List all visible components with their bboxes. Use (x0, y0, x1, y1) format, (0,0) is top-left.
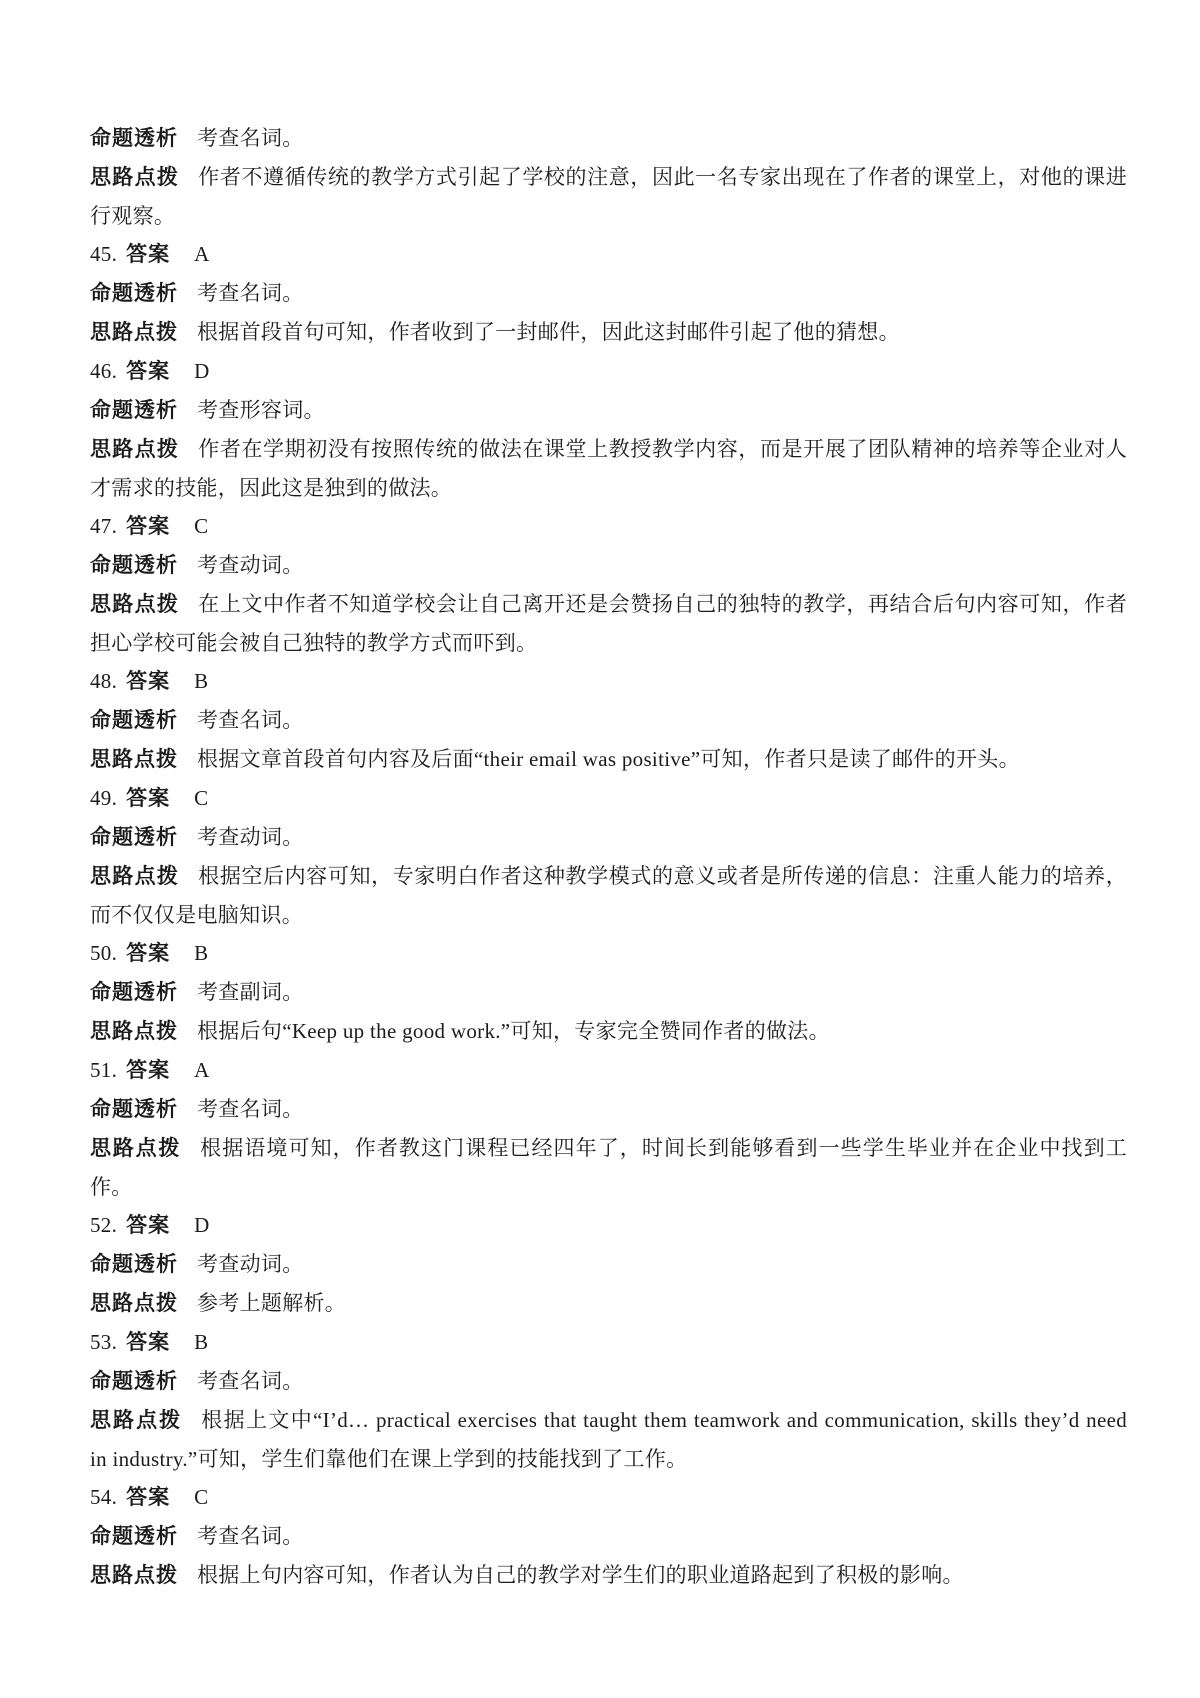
explanation-paragraph (90, 391, 1127, 430)
question-number: 53. (90, 1330, 118, 1354)
question-number: 49. (90, 786, 118, 810)
section-text: 考查动词。 (197, 553, 304, 577)
section-label: 命题透析 (90, 282, 178, 305)
answer-line (90, 779, 1127, 818)
answer-line (90, 1323, 1127, 1362)
answer-label: 答案 (126, 1214, 171, 1237)
question-number: 50. (90, 941, 118, 965)
answer-value: B (194, 941, 209, 965)
section-text: 考查名词。 (197, 1097, 304, 1121)
answer-label: 答案 (126, 787, 171, 810)
section-text: 在上文中作者不知道学校会让自己离开还是会赞扬自己的独特的教学，再结合后句内容可知，作者担心学校可能会被自己独特的教学方式而吓到。 (90, 592, 1127, 655)
section-text: 根据空后内容可知，专家明白作者这种教学模式的意义或者是所传递的信息：注重人能力的培养，而不仅仅是电脑知识。 (90, 864, 1127, 927)
answer-line (90, 235, 1127, 274)
answer-label: 答案 (126, 670, 171, 693)
answer-line (90, 352, 1127, 391)
answer-value: B (194, 1330, 209, 1354)
question-item (90, 352, 1127, 507)
section-text: 作者不遵循传统的教学方式引起了学校的注意，因此一名专家出现在了作者的课堂上，对他的课进行观察。 (90, 165, 1127, 228)
answer-line (90, 662, 1127, 701)
section-text: 作者在学期初没有按照传统的做法在课堂上教授教学内容，而是开展了团队精神的培养等企业对人才需求的技能，因此这是独到的做法。 (90, 437, 1127, 500)
answer-line (90, 1051, 1127, 1090)
section-label: 思路点拨 (90, 593, 180, 616)
explanation-paragraph (90, 701, 1127, 740)
section-text: 根据首段首句可知，作者收到了一封邮件，因此这封邮件引起了他的猜想。 (197, 320, 900, 344)
section-label: 命题透析 (90, 1370, 178, 1393)
answer-label: 答案 (126, 1059, 171, 1082)
section-text: 根据文章首段首句内容及后面“their email was positive”可知，作者只是读了邮件的开头。 (197, 747, 1020, 771)
explanation-paragraph (90, 1517, 1127, 1556)
section-label: 命题透析 (90, 127, 178, 150)
explanation-paragraph (90, 585, 1127, 662)
question-number: 52. (90, 1213, 118, 1237)
question-item (90, 119, 1127, 235)
explanation-paragraph (90, 1284, 1127, 1323)
question-item (90, 235, 1127, 352)
section-label: 命题透析 (90, 709, 178, 732)
section-label: 命题透析 (90, 1253, 178, 1276)
section-label: 命题透析 (90, 1525, 178, 1548)
explanation-paragraph (90, 119, 1127, 158)
explanation-paragraph (90, 1362, 1127, 1401)
question-number: 51. (90, 1058, 118, 1082)
question-item (90, 662, 1127, 779)
explanation-paragraph (90, 546, 1127, 585)
section-text: 根据上句内容可知，作者认为自己的教学对学生们的职业道路起到了积极的影响。 (197, 1563, 964, 1587)
section-label: 命题透析 (90, 554, 178, 577)
explanation-paragraph (90, 158, 1127, 235)
answer-line (90, 934, 1127, 973)
explanation-paragraph (90, 1090, 1127, 1129)
question-item (90, 934, 1127, 1051)
answer-line (90, 1206, 1127, 1245)
answer-label: 答案 (126, 360, 171, 383)
section-text: 考查名词。 (197, 1524, 304, 1548)
section-text: 根据语境可知，作者教这门课程已经四年了，时间长到能够看到一些学生毕业并在企业中找到工作。 (90, 1136, 1127, 1199)
question-item (90, 507, 1127, 662)
section-label: 命题透析 (90, 1098, 178, 1121)
answer-value: D (194, 1213, 210, 1237)
section-text: 考查名词。 (197, 1369, 304, 1393)
explanation-paragraph (90, 430, 1127, 507)
question-number: 48. (90, 669, 118, 693)
explanation-paragraph (90, 973, 1127, 1012)
explanation-paragraph (90, 740, 1127, 779)
question-item (90, 1051, 1127, 1206)
question-item (90, 1478, 1127, 1595)
explanation-paragraph (90, 1245, 1127, 1284)
explanation-paragraph (90, 274, 1127, 313)
section-label: 思路点拨 (90, 1020, 178, 1043)
answer-line (90, 507, 1127, 546)
section-label: 思路点拨 (90, 1292, 178, 1315)
section-label: 思路点拨 (90, 438, 180, 461)
answer-value: C (194, 514, 209, 538)
answer-value: B (194, 669, 209, 693)
section-text: 考查动词。 (197, 1252, 304, 1276)
question-item (90, 1206, 1127, 1323)
answer-value: D (194, 359, 210, 383)
answer-label: 答案 (126, 942, 171, 965)
section-text: 根据上文中“I’d… practical exercises that taught them teamwork and communication, skills they’d need in industry.”可知，学生们靠他们在课上学到的技能找到了工作。 (90, 1408, 1127, 1471)
answer-value: C (194, 1485, 209, 1509)
answer-label: 答案 (126, 515, 171, 538)
explanation-paragraph (90, 857, 1127, 934)
section-text: 考查动词。 (197, 825, 304, 849)
answer-value: A (194, 1058, 210, 1082)
section-label: 思路点拨 (90, 865, 180, 888)
explanation-paragraph (90, 1129, 1127, 1206)
question-item (90, 779, 1127, 934)
question-number: 54. (90, 1485, 118, 1509)
section-label: 思路点拨 (90, 748, 178, 771)
answer-value: A (194, 242, 210, 266)
answer-label: 答案 (126, 1486, 171, 1509)
section-label: 命题透析 (90, 981, 178, 1004)
answer-value: C (194, 786, 209, 810)
question-number: 47. (90, 514, 118, 538)
explanation-paragraph (90, 1401, 1127, 1478)
answer-line (90, 1478, 1127, 1517)
section-text: 考查副词。 (197, 980, 304, 1004)
question-number: 46. (90, 359, 118, 383)
section-label: 思路点拨 (90, 1409, 183, 1432)
section-label: 命题透析 (90, 826, 178, 849)
section-label: 思路点拨 (90, 166, 180, 189)
section-text: 考查形容词。 (197, 398, 325, 422)
explanation-paragraph (90, 1012, 1127, 1051)
explanation-paragraph (90, 1556, 1127, 1595)
section-label: 思路点拨 (90, 1137, 182, 1160)
section-text: 参考上题解析。 (197, 1291, 347, 1315)
explanation-paragraph (90, 818, 1127, 857)
section-label: 命题透析 (90, 399, 178, 422)
explanation-paragraph (90, 313, 1127, 352)
answer-items-container (90, 119, 1127, 1595)
section-label: 思路点拨 (90, 1564, 178, 1587)
section-label: 思路点拨 (90, 321, 178, 344)
section-text: 考查名词。 (197, 281, 304, 305)
section-text: 考查名词。 (197, 126, 304, 150)
question-item (90, 1323, 1127, 1478)
question-number: 45. (90, 242, 118, 266)
section-text: 考查名词。 (197, 708, 304, 732)
section-text: 根据后句“Keep up the good work.”可知，专家完全赞同作者的做法。 (197, 1019, 830, 1043)
answer-label: 答案 (126, 1331, 171, 1354)
answer-label: 答案 (126, 243, 171, 266)
